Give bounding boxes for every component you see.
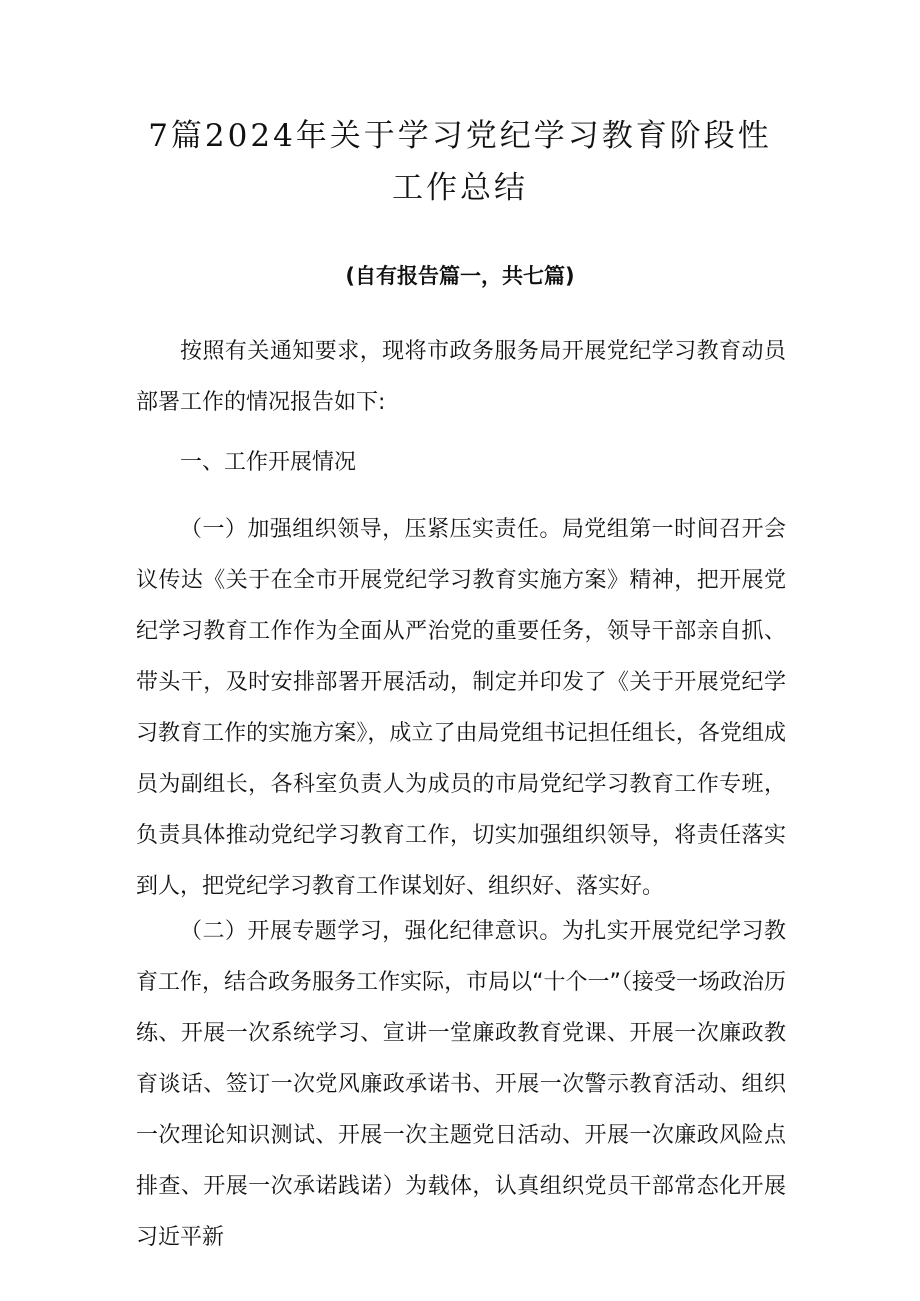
intro-paragraph: 按照有关通知要求，现将市政务服务局开展党纪学习教育动员部署工作的情况报告如下: [136, 339, 786, 415]
section-1-paragraph: （一）加强组织领导，压紧压实责任。局党组第一时间召开会议传达《关于在全市开展党纪学习教育实施方案》精神，把开展党纪学习教育工作作为全面从严治党的重要任务，领导干部亲自抓、带头干，及时安排部署开展活动，制定并印发了《关于开展党纪学习教育工作的实施方案》，成立了由局党组书记担任组长，各党组成员为副组长，各科室负责人为成员的市局党纪学习教育工作专班，负责具体推动党纪学习教育工作，切实加强组织领导，将责任落实到人，把党纪学习教育工作谋划好、组织好、落实好。 [136, 517, 786, 899]
section-2-paragraph: （二）开展专题学习，强化纪律意识。为扎实开展党纪学习教育工作，结合政务服务工作实际，市局以“十个一”（接受一场政治历练、开展一次系统学习、宣讲一堂廉政教育党课、开展一次廉政教育谈话、签订一次党风廉政承诺书、开展一次警示教育活动、组织一次理论知识测试、开展一次主题党日活动、开展一次廉政风险点排查、开展一次承诺践诺）为载体，认真组织党员干部常态化开展习近平新 [136, 919, 786, 1250]
document-subtitle: (自有报告篇一，共七篇) [345, 264, 575, 288]
document-title-line-1: 7篇2024年关于学习党纪学习教育阶段性 [148, 118, 772, 154]
document-title-line-2: 工作总结 [392, 170, 528, 206]
section-heading-1: 一、工作开展情况 [180, 450, 357, 475]
